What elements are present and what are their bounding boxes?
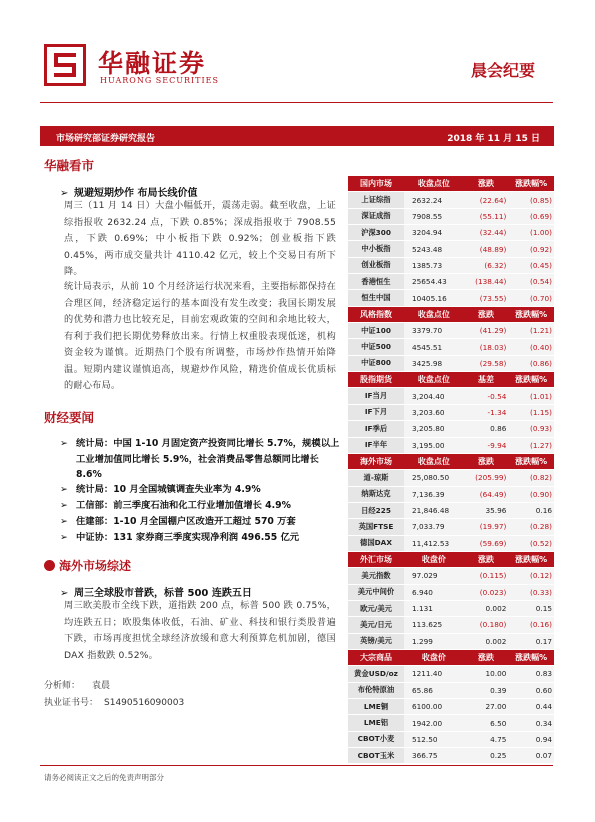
table-row	[348, 208, 554, 224]
table-row	[348, 241, 554, 257]
column-header: 收盘点位	[404, 453, 464, 469]
news-item-text: 住建部：1-10 月全国棚户区改造开工超过 570 万套	[76, 516, 296, 527]
cell-value: 3425.98	[404, 355, 464, 371]
group-title: 大宗商品	[348, 649, 404, 665]
bullet-heading	[60, 184, 197, 199]
row-label: 深证成指	[348, 208, 404, 224]
row-label: CBOT玉米	[348, 748, 404, 764]
cell-value: 1.299	[404, 633, 464, 649]
cell-value: (0.70)	[508, 290, 554, 306]
table-row	[348, 192, 554, 208]
cell-value: 10405.16	[404, 290, 464, 306]
cell-value: 25654.43	[404, 274, 464, 290]
cell-value: (0.40)	[508, 339, 554, 355]
table-row	[348, 274, 554, 290]
column-header: 涨跌	[464, 176, 509, 192]
cell-value: -0.54	[464, 388, 509, 404]
row-label: CBOT小麦	[348, 731, 404, 747]
table-row	[348, 437, 554, 453]
cell-value: (1.27)	[508, 437, 554, 453]
certificate-label: 执业证书号：	[44, 698, 99, 708]
column-header: 涨跌幅%	[508, 649, 554, 665]
section-title-overseas	[44, 557, 131, 574]
header-divider	[40, 102, 553, 103]
news-item-text: 工信部：前三季度石油和化工行业增加值增长 4.9%	[76, 500, 291, 511]
cell-value: 1.131	[404, 600, 464, 616]
news-item	[60, 514, 340, 530]
brand-name-en: HUARONG SECURITIES	[100, 76, 219, 85]
report-banner	[40, 126, 554, 146]
arrow-bullet-icon: ➢	[60, 500, 68, 511]
table-row	[348, 715, 554, 731]
cell-value: (0.69)	[508, 208, 554, 224]
section-title-financial-news: 财经要闻	[44, 410, 95, 425]
certificate-number: S1490516090003	[104, 698, 185, 708]
cell-value: 6.940	[404, 584, 464, 600]
table-group-header	[348, 551, 554, 567]
cell-value: (0.90)	[508, 486, 554, 502]
column-header: 涨跌幅%	[508, 372, 554, 388]
arrow-bullet-icon: ➢	[60, 438, 68, 449]
table-row	[348, 666, 554, 682]
column-header: 收盘点位	[404, 306, 464, 322]
cell-value: -9.94	[464, 437, 509, 453]
row-label: 恒生中国	[348, 290, 404, 306]
column-header: 收盘点位	[404, 372, 464, 388]
row-label: LME铝	[348, 715, 404, 731]
cell-value: (0.92)	[508, 241, 554, 257]
cell-value: (0.180)	[464, 617, 509, 633]
row-label: 英国FTSE	[348, 519, 404, 535]
row-label: 美元指数	[348, 568, 404, 584]
table-group-header	[348, 453, 554, 469]
cell-value: (1.15)	[508, 404, 554, 420]
cell-value: (0.33)	[508, 584, 554, 600]
cell-value: 0.07	[508, 748, 554, 764]
cell-value: 3204.94	[404, 225, 464, 241]
row-label: 纳斯达克	[348, 486, 404, 502]
table-row	[348, 699, 554, 715]
row-label: 黄金USD/oz	[348, 666, 404, 682]
cell-value: (22.64)	[464, 192, 509, 208]
cell-value: 65.86	[404, 682, 464, 698]
cell-value: (0.85)	[508, 192, 554, 208]
bullet-heading	[60, 584, 252, 599]
cell-value: 97.029	[404, 568, 464, 584]
cell-value: 0.44	[508, 699, 554, 715]
cell-value: (0.82)	[508, 470, 554, 486]
cell-value: (205.99)	[464, 470, 509, 486]
footer-divider	[40, 765, 553, 766]
news-item	[60, 498, 340, 514]
row-label: 中证500	[348, 339, 404, 355]
cell-value: 0.86	[464, 421, 509, 437]
cell-value: 0.34	[508, 715, 554, 731]
cell-value: (18.03)	[464, 339, 509, 355]
row-label: 英镑/美元	[348, 633, 404, 649]
table-row	[348, 502, 554, 518]
row-label: 欧元/美元	[348, 600, 404, 616]
cell-value: 1385.73	[404, 257, 464, 273]
row-label: 中证800	[348, 355, 404, 371]
cell-value: 5243.48	[404, 241, 464, 257]
cell-value: (0.16)	[508, 617, 554, 633]
column-header: 涨跌	[464, 306, 509, 322]
arrow-bullet-icon: ➢	[60, 484, 68, 495]
table-group-header	[348, 306, 554, 322]
table-row	[348, 682, 554, 698]
row-label: IF下月	[348, 404, 404, 420]
table-row	[348, 323, 554, 339]
row-label: IF半年	[348, 437, 404, 453]
cell-value: 0.002	[464, 600, 509, 616]
certificate-line	[44, 695, 184, 708]
news-item-text: 统计局：中国 1-10 月固定资产投资同比增长 5.7%，规模以上工业增加值同比增长 5.9%，社会消费品零售总额同比增长 8.6%	[76, 438, 340, 480]
column-header: 涨跌	[464, 453, 509, 469]
cell-value: 0.25	[464, 748, 509, 764]
cell-value: (0.86)	[508, 355, 554, 371]
cell-value: (48.89)	[464, 241, 509, 257]
analyst-line	[44, 678, 110, 691]
table-row	[348, 617, 554, 633]
table-row	[348, 355, 554, 371]
cell-value: -1.34	[464, 404, 509, 420]
bullet-heading-text: 规避短期炒作 布局长线价值	[74, 188, 198, 199]
cell-value: 6100.00	[404, 699, 464, 715]
news-item-text: 中证协：131 家券商三季度实现净利润 496.55 亿元	[76, 532, 300, 543]
company-logo	[44, 44, 86, 86]
cell-value: 1942.00	[404, 715, 464, 731]
cell-value: 0.15	[508, 600, 554, 616]
cell-value: (0.93)	[508, 421, 554, 437]
row-label: 德国DAX	[348, 535, 404, 551]
table-row	[348, 633, 554, 649]
circle-bullet-icon	[44, 560, 55, 571]
column-header: 收盘价	[404, 551, 464, 567]
group-title: 海外市场	[348, 453, 404, 469]
cell-value: 11,412.53	[404, 535, 464, 551]
cell-value: (41.29)	[464, 323, 509, 339]
news-item-text: 统计局：10 月全国城镇调查失业率为 4.9%	[76, 484, 261, 495]
cell-value: 0.83	[508, 666, 554, 682]
table-row	[348, 225, 554, 241]
footer-disclaimer: 请务必阅读正文之后的免责声明部分	[44, 773, 164, 782]
cell-value: 0.17	[508, 633, 554, 649]
cell-value: 1211.40	[404, 666, 464, 682]
table-row	[348, 421, 554, 437]
cell-value: 4545.51	[404, 339, 464, 355]
analyst-name: 袁晨	[92, 681, 111, 691]
table-row	[348, 486, 554, 502]
cell-value: 0.16	[508, 502, 554, 518]
cell-value: (138.44)	[464, 274, 509, 290]
cell-value: (73.55)	[464, 290, 509, 306]
arrow-bullet-icon: ➢	[60, 188, 69, 199]
column-header: 收盘价	[404, 649, 464, 665]
section-title-market-view: 华融看市	[44, 158, 95, 173]
column-header: 基差	[464, 372, 509, 388]
cell-value: 0.39	[464, 682, 509, 698]
market-paragraph-1: 周三（11 月 14 日）大盘小幅低开，震荡走弱。截至收盘，上证综指报收 2632.24 点，下跌 0.85%；深成指报收于 7908.55 点，下跌 0.69%；中小板指下跌 0.92%；创业板指下跌 0.45%，两市成交量共计 4110.42 亿元，较上个交易日有所下降。	[64, 200, 336, 277]
cell-value: (1.00)	[508, 225, 554, 241]
table-row	[348, 470, 554, 486]
table-row	[348, 404, 554, 420]
report-department: 市场研究部证券研究报告	[56, 134, 156, 144]
column-header: 涨跌幅%	[508, 551, 554, 567]
overseas-paragraph: 周三欧美股市全线下跌，道指跌 200 点，标普 500 跌 0.75%，均连跌五日；欧股集体收低，石油、矿业、科技和银行类股普遍下跌，市场再度担忧全球经济放缓和意大利预算危机加剧，德国 DAX 指数跌 0.52%。	[64, 600, 336, 661]
arrow-bullet-icon: ➢	[60, 532, 68, 543]
column-header: 涨跌幅%	[508, 453, 554, 469]
table-row	[348, 519, 554, 535]
cell-value: 113.625	[404, 617, 464, 633]
row-label: IF当月	[348, 388, 404, 404]
column-header: 涨跌幅%	[508, 306, 554, 322]
market-data-table	[348, 176, 554, 764]
column-header: 收盘点位	[404, 176, 464, 192]
cell-value: (0.023)	[464, 584, 509, 600]
cell-value: 3,204.40	[404, 388, 464, 404]
group-title: 股指期货	[348, 372, 404, 388]
cell-value: 7,136.39	[404, 486, 464, 502]
row-label: 香港恒生	[348, 274, 404, 290]
arrow-bullet-icon: ➢	[60, 588, 69, 599]
cell-value: 366.75	[404, 748, 464, 764]
cell-value: 27.00	[464, 699, 509, 715]
cell-value: (29.58)	[464, 355, 509, 371]
cell-value: 3379.70	[404, 323, 464, 339]
cell-value: 7908.55	[404, 208, 464, 224]
row-label: IF季后	[348, 421, 404, 437]
table-row	[348, 388, 554, 404]
cell-value: 25,080.50	[404, 470, 464, 486]
cell-value: 4.75	[464, 731, 509, 747]
row-label: 日经225	[348, 502, 404, 518]
group-title: 外汇市场	[348, 551, 404, 567]
group-title: 国内市场	[348, 176, 404, 192]
row-label: 创业板指	[348, 257, 404, 273]
table-row	[348, 600, 554, 616]
report-date: 2018 年 11 月 15 日	[447, 134, 540, 144]
cell-value: (1.21)	[508, 323, 554, 339]
cell-value: 35.96	[464, 502, 509, 518]
table-group-header	[348, 649, 554, 665]
cell-value: (0.54)	[508, 274, 554, 290]
table-row	[348, 584, 554, 600]
cell-value: (59.69)	[464, 535, 509, 551]
row-label: 中证100	[348, 323, 404, 339]
cell-value: 3,203.60	[404, 404, 464, 420]
document-title: 晨会纪要	[470, 61, 535, 80]
cell-value: (32.44)	[464, 225, 509, 241]
table-row	[348, 535, 554, 551]
row-label: 上证综指	[348, 192, 404, 208]
table-group-header	[348, 372, 554, 388]
row-label: 美元中间价	[348, 584, 404, 600]
cell-value: 512.50	[404, 731, 464, 747]
brand-name-cn: 华融证券	[98, 49, 207, 78]
column-header: 涨跌	[464, 649, 509, 665]
cell-value: 7,033.79	[404, 519, 464, 535]
cell-value: (0.115)	[464, 568, 509, 584]
cell-value: (1.01)	[508, 388, 554, 404]
row-label: 沪深300	[348, 225, 404, 241]
arrow-bullet-icon: ➢	[60, 516, 68, 527]
row-label: 中小板指	[348, 241, 404, 257]
cell-value: (0.12)	[508, 568, 554, 584]
table-row	[348, 748, 554, 764]
table-group-header	[348, 176, 554, 192]
cell-value: 3,195.00	[404, 437, 464, 453]
bullet-heading-text: 周三全球股市普跌，标普 500 连跌五日	[74, 588, 252, 599]
cell-value: (19.97)	[464, 519, 509, 535]
cell-value: 2632.24	[404, 192, 464, 208]
cell-value: 3,205.80	[404, 421, 464, 437]
row-label: 美元/日元	[348, 617, 404, 633]
cell-value: 21,846.48	[404, 502, 464, 518]
section-title-overseas-text: 海外市场综述	[59, 559, 132, 573]
table-row	[348, 731, 554, 747]
cell-value: 0.60	[508, 682, 554, 698]
table-row	[348, 339, 554, 355]
market-paragraph-2: 统计局表示，从前 10 个月经济运行状况来看，主要指标都保持在合理区间，经济稳定运行的基本面没有发生改变；我国长期发展的优势和潜力也比较充足，目前宏观政策的空间和余地比较大，有利于我们把长期优势释放出来。行情上权重股表现低迷，机构资金较为谨慎。近期热门个股有所调整，市场炒作热情开始降温。短期内建议谨慎追高，规避炒作风险，精选价值成长优质标的耐心布局。	[64, 281, 336, 391]
row-label: 布伦特原油	[348, 682, 404, 698]
cell-value: 0.002	[464, 633, 509, 649]
cell-value: 10.00	[464, 666, 509, 682]
news-item	[60, 530, 340, 546]
cell-value: (64.49)	[464, 486, 509, 502]
news-item	[60, 482, 340, 498]
cell-value: (55.11)	[464, 208, 509, 224]
cell-value: (0.52)	[508, 535, 554, 551]
cell-value: 6.50	[464, 715, 509, 731]
row-label: 道-琼斯	[348, 470, 404, 486]
column-header: 涨跌	[464, 551, 509, 567]
news-item	[60, 436, 340, 483]
table-row	[348, 290, 554, 306]
group-title: 风格指数	[348, 306, 404, 322]
cell-value: 0.94	[508, 731, 554, 747]
cell-value: (0.45)	[508, 257, 554, 273]
table-row	[348, 568, 554, 584]
table-row	[348, 257, 554, 273]
row-label: LME铜	[348, 699, 404, 715]
column-header: 涨跌幅%	[508, 176, 554, 192]
cell-value: (6.32)	[464, 257, 509, 273]
analyst-label: 分析师：	[44, 681, 81, 691]
cell-value: (0.28)	[508, 519, 554, 535]
